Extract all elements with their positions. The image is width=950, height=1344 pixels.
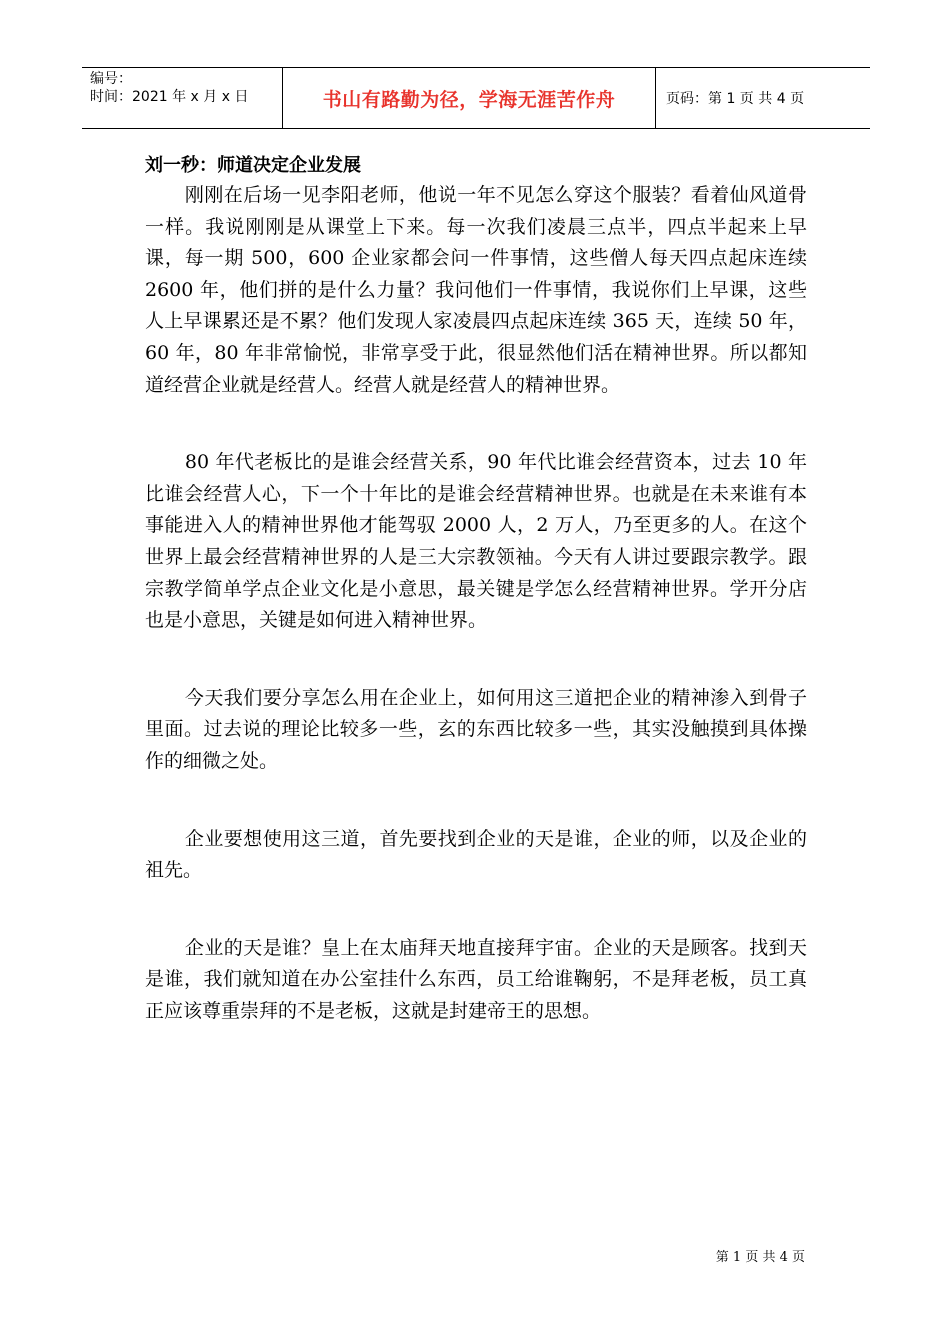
header-motto: 书山有路勤为径，学海无涯苦作舟 xyxy=(282,68,656,128)
paragraph: 刚刚在后场一见李阳老师，他说一年不见怎么穿这个服装？看着仙风道骨一样。我说刚刚是从课堂上下来。每一次我们凌晨三点半，四点半起来上早课，每一期 500，600 企业家都会问一件事情，这些僧人每天四点起床连续 2600 年，他们拼的是什么力量？我问他们一件事情，我说你们上早课，这些人上早课累还是不累？他们发现人家凌晨四点起床连续 365 天，连续 50 年，60 年，80 年非常愉悦，非常享受于此，很显然他们活在精神世界。所以都知道经营企业就是经营人。经营人就是经营人的精神世界。 xyxy=(145,184,807,396)
header-meta xyxy=(82,68,282,128)
date-label: 时间：2021 年 x 月 x 日 xyxy=(90,89,249,105)
paragraph: 企业的天是谁？皇上在太庙拜天地直接拜宇宙。企业的天是顾客。找到天是谁，我们就知道在办公室挂什么东西，员工给谁鞠躬，不是拜老板，员工真正应该尊重崇拜的不是老板，这就是封建帝王的思想。 xyxy=(145,936,807,1022)
header-page-label: 页码：第 1 页 共 4 页 xyxy=(666,91,805,107)
paragraph: 80 年代老板比的是谁会经营关系，90 年代比谁会经营资本，过去 10 年比谁会经营人心，下一个十年比的是谁会经营精神世界。也就是在未来谁有本事能进入人的精神世界他才能驾驭 2000 人，2 万人，乃至更多的人。在这个世界上最会经营精神世界的人是三大宗教领袖。今天有人讲过要跟宗教学。跟宗教学简单学点企业文化是小意思，最关键是学怎么经营精神世界。学开分店也是小意思，关键是如何进入精神世界。 xyxy=(145,451,807,632)
doc-number-label: 编号： xyxy=(90,71,132,87)
article-title: 刘一秒：师道决定企业发展 xyxy=(145,155,361,176)
page-header xyxy=(82,67,870,129)
article-body xyxy=(145,154,807,1073)
paragraph: 今天我们要分享怎么用在企业上，如何用这三道把企业的精神渗入到骨子里面。过去说的理论比较多一些，玄的东西比较多一些，其实没触摸到具体操作的细微之处。 xyxy=(145,686,807,772)
paragraph: 企业要想使用这三道，首先要找到企业的天是谁，企业的师，以及企业的祖先。 xyxy=(145,827,807,882)
footer-page-label: 第 1 页 共 4 页 xyxy=(715,1250,805,1265)
